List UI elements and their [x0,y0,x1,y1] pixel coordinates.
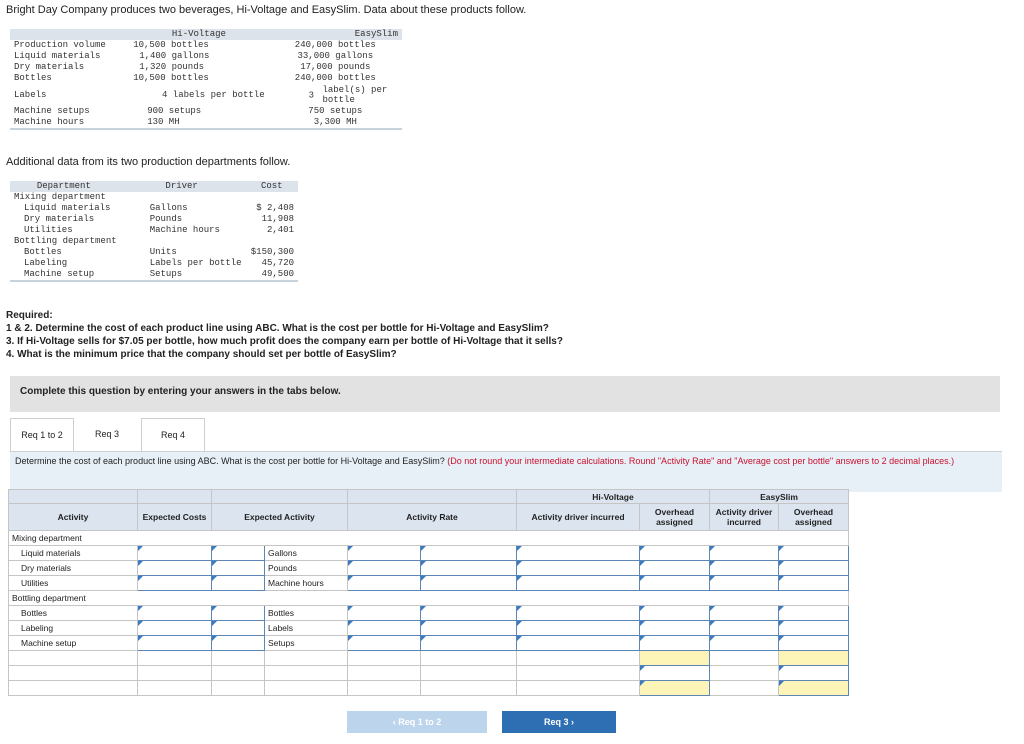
es-driver-input[interactable] [710,546,779,561]
es-overhead-input[interactable] [779,576,849,591]
rate-unit-input[interactable] [421,546,517,561]
col-expected-costs: Expected Costs [138,504,212,531]
total-row [9,651,849,666]
hv-overhead-input[interactable] [640,636,710,651]
cost-value: $150,300 [250,247,294,257]
row-label: Machine hours [10,117,129,129]
chevron-right-icon: › [571,717,575,727]
table-row [9,546,849,561]
hv-overhead-input[interactable] [640,561,710,576]
expected-cost-input[interactable] [138,606,212,621]
chevron-left-icon: ‹ [392,717,396,727]
table-row [9,561,849,576]
additional-text: Additional data from its two production departments follow. [6,156,291,168]
driver-header: Driver [118,181,246,192]
expected-activity-input[interactable] [212,561,265,576]
es-group-header: EasySlim [710,490,849,504]
rate-input[interactable] [348,546,421,561]
es-overhead-input[interactable] [779,606,849,621]
driver-value: Units [149,247,177,257]
expected-cost-input[interactable] [138,621,212,636]
activity-label: Labeling [9,621,138,636]
cost-per-bottle-row [9,681,849,696]
rate-unit-input[interactable] [421,636,517,651]
hv-value: 4 labels per bottle [162,89,265,100]
es-driver-input[interactable] [710,606,779,621]
table-row [9,576,849,591]
next-button[interactable] [502,711,616,733]
rate-unit-input[interactable] [421,561,517,576]
driver-value: Labels per bottle [149,258,242,268]
es-overhead-input[interactable] [779,546,849,561]
expected-activity-input[interactable] [212,576,265,591]
dept-row-label: Bottles [24,247,62,257]
required-section [6,309,563,361]
col-hv-driver: Activity driver incurred [517,504,640,531]
activity-unit: Machine hours [265,576,348,591]
es-value: 17,000 pounds [300,62,371,72]
rate-input[interactable] [348,576,421,591]
col-hv-overhead: Overhead assigned [640,504,710,531]
es-overhead-input[interactable] [779,561,849,576]
required-title: Required: [6,310,53,321]
hv-driver-input[interactable] [517,576,640,591]
es-driver-input[interactable] [710,621,779,636]
es-value: 240,000 bottles [294,73,376,83]
hv-cost-per-bottle[interactable] [640,681,710,696]
hv-value: 10,500 bottles [133,73,209,83]
rate-unit-input[interactable] [421,576,517,591]
bottling-label: Bottling department [14,236,117,246]
activity-label: Dry materials [9,561,138,576]
units-row [9,666,849,681]
instruction-note: (Do not round your intermediate calculations. Round "Activity Rate" and "Average cost per bottle" answers to 2 decimal places.) [447,456,955,466]
dept-row-label: Utilities [24,225,73,235]
hv-driver-input[interactable] [517,546,640,561]
row-label: Machine setups [14,106,90,116]
hv-header: Hi-Voltage [129,29,268,40]
hv-value: 130 MH [129,117,268,129]
es-cost-per-bottle[interactable] [779,681,849,696]
hv-group-header: Hi-Voltage [517,490,710,504]
es-overhead-input[interactable] [779,636,849,651]
activity-unit: Pounds [265,561,348,576]
driver-value: Gallons [149,203,188,213]
hv-driver-input[interactable] [517,606,640,621]
expected-activity-input[interactable] [212,636,265,651]
es-value: 750 setups [308,106,363,116]
hv-units-input[interactable] [640,666,710,681]
col-es-overhead: Overhead assigned [779,504,849,531]
es-header: EasySlim [269,29,402,40]
es-label-count: 3 [308,90,315,101]
cost-value: $ 2,408 [256,203,294,213]
activity-unit: Labels [265,621,348,636]
grid-bottling-label: Bottling department [9,591,849,606]
rate-input[interactable] [348,621,421,636]
cost-value: 2,401 [266,225,294,235]
col-es-driver: Activity driver incurred [710,504,779,531]
complete-banner-text: Complete this question by entering your answers in the tabs below. [20,386,341,397]
es-value: 3,300 MH [269,117,402,129]
intro-text: Bright Day Company produces two beverages, Hi-Voltage and EasySlim. Data about these products follow. [6,4,527,16]
hv-value: 10,500 bottles [133,40,209,50]
next-button-label: Req 3 [543,717,569,727]
col-activity-rate: Activity Rate [348,504,517,531]
activity-label: Liquid materials [9,546,138,561]
cost-header: Cost [246,181,298,192]
instruction-box [10,452,1002,492]
hv-overhead-input[interactable] [640,606,710,621]
table-row [9,621,849,636]
expected-cost-input[interactable] [138,546,212,561]
cost-value: 49,500 [246,269,298,281]
department-table [10,181,298,282]
dept-row-label: Machine setup [10,269,118,281]
expected-activity-input[interactable] [212,546,265,561]
row-label: Dry materials [14,62,85,72]
hv-overhead-input[interactable] [640,621,710,636]
rate-unit-input[interactable] [421,621,517,636]
es-value: 33,000 gallons [297,51,374,61]
expected-cost-input[interactable] [138,576,212,591]
table-row [9,636,849,651]
row-label: Production volume [14,40,106,50]
cost-value: 11,908 [261,214,294,224]
rate-input[interactable] [348,561,421,576]
activity-unit: Gallons [265,546,348,561]
col-activity: Activity [9,504,138,531]
dept-row-label: Labeling [24,258,68,268]
activity-label: Bottles [9,606,138,621]
hv-value: 1,400 gallons [139,51,210,61]
row-label: Labels [14,89,47,100]
expected-activity-input[interactable] [212,621,265,636]
hv-driver-input[interactable] [517,636,640,651]
instruction-text: Determine the cost of each product line using ABC. What is the cost per bottle for Hi-Voltage and EasySlim? [15,456,445,466]
row-label: Liquid materials [14,51,101,61]
hv-driver-input[interactable] [517,561,640,576]
hv-value: 1,320 pounds [139,62,205,72]
mixing-label: Mixing department [14,192,106,202]
dept-row-label: Liquid materials [24,203,111,213]
abc-grid [8,489,849,696]
tab-req-3[interactable]: Req 3 [76,418,138,450]
dept-row-label: Dry materials [24,214,95,224]
es-units-input[interactable] [779,666,849,681]
es-total-overhead [779,651,849,666]
grid-mixing-label: Mixing department [9,531,849,546]
hv-total-overhead [640,651,710,666]
required-q3: 3. If Hi-Voltage sells for $7.05 per bottle, how much profit does the company earn per bottle of Hi-Voltage that it sells? [6,336,563,347]
table-row [9,606,849,621]
activity-unit: Bottles [265,606,348,621]
driver-value: Setups [118,269,246,281]
hv-overhead-input[interactable] [640,576,710,591]
expected-cost-input[interactable] [138,636,212,651]
rate-input[interactable] [348,636,421,651]
hv-overhead-input[interactable] [640,546,710,561]
expected-activity-input[interactable] [212,606,265,621]
expected-cost-input[interactable] [138,561,212,576]
row-label: Bottles [14,73,52,83]
activity-label: Machine setup [9,636,138,651]
col-expected-activity: Expected Activity [212,504,348,531]
production-table [10,29,402,130]
es-value: 240,000 bottles [294,40,376,50]
dept-header: Department [10,181,118,192]
required-q1: 1 & 2. Determine the cost of each product line using ABC. What is the cost per bottle for Hi-Voltage and EasySlim? [6,323,549,334]
required-q4: 4. What is the minimum price that the company should set per bottle of EasySlim? [6,349,397,360]
hv-driver-input[interactable] [517,621,640,636]
activity-label: Utilities [9,576,138,591]
driver-value: Machine hours [149,225,220,235]
tab-req-1-to-2[interactable]: Req 1 to 2 [10,418,74,453]
prev-button-label: Req 1 to 2 [398,717,442,727]
es-driver-input[interactable] [710,576,779,591]
tab-req-4[interactable]: Req 4 [141,418,205,451]
complete-banner [10,376,1000,412]
es-driver-input[interactable] [710,561,779,576]
es-label-text: label(s) per [322,85,388,95]
rate-unit-input[interactable] [421,606,517,621]
es-label-text: bottle [322,95,355,105]
cost-value: 45,720 [261,258,294,268]
es-driver-input[interactable] [710,636,779,651]
prev-button[interactable] [347,711,487,733]
hv-value: 900 setups [147,106,202,116]
activity-unit: Setups [265,636,348,651]
es-overhead-input[interactable] [779,621,849,636]
rate-input[interactable] [348,606,421,621]
driver-value: Pounds [149,214,183,224]
